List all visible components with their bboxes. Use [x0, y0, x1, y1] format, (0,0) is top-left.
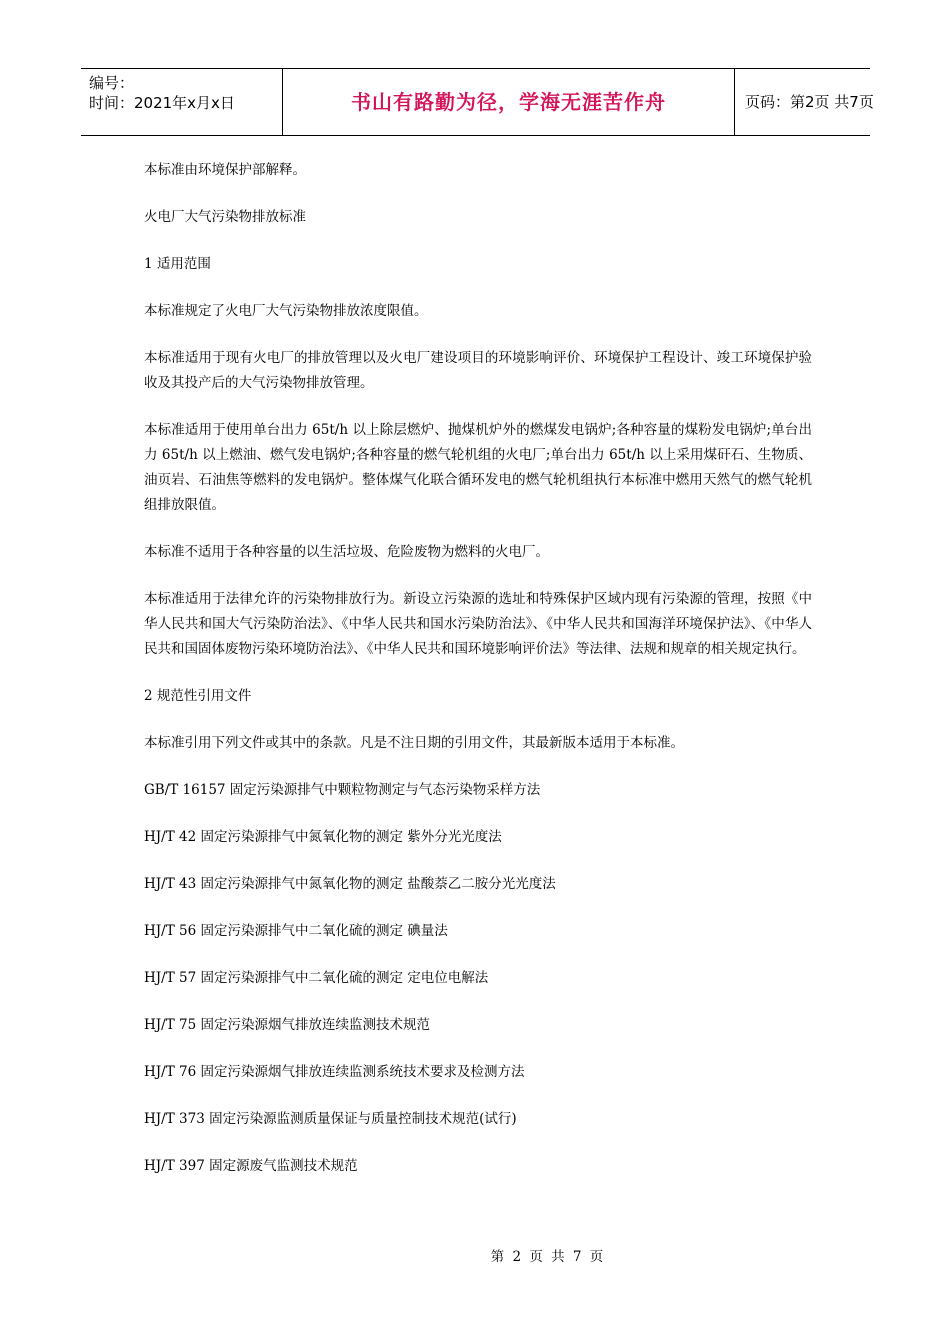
- page-footer: 第 2 页 共 7 页: [490, 1249, 606, 1265]
- page-header: [81, 68, 874, 136]
- paragraph: 本标准不适用于各种容量的以生活垃圾、危险废物为燃料的火电厂。: [144, 544, 549, 560]
- reference-item: HJ/T 42 固定污染源排气中氮氧化物的测定 紫外分光光度法: [144, 829, 502, 845]
- paragraph: 本标准引用下列文件或其中的条款。凡是不注日期的引用文件，其最新版本适用于本标准。: [144, 735, 684, 751]
- time-label: 时间：2021年x月x日: [89, 94, 235, 112]
- reference-item: HJ/T 75 固定污染源烟气排放连续监测技术规范: [144, 1017, 430, 1033]
- reference-item: HJ/T 373 固定污染源监测质量保证与质量控制技术规范(试行): [144, 1111, 517, 1127]
- serial-number-label: 编号：: [89, 74, 135, 92]
- reference-item: HJ/T 56 固定污染源排气中二氧化硫的测定 碘量法: [144, 923, 448, 939]
- section-heading: 1 适用范围: [144, 256, 211, 272]
- reference-item: HJ/T 43 固定污染源排气中氮氧化物的测定 盐酸萘乙二胺分光光度法: [144, 876, 556, 892]
- document-title: 火电厂大气污染物排放标准: [144, 209, 306, 225]
- header-motto: 书山有路勤为径，学海无涯苦作舟: [282, 69, 735, 135]
- header-meta: [81, 69, 282, 135]
- reference-item: GB/T 16157 固定污染源排气中颗粒物测定与气态污染物采样方法: [144, 782, 541, 798]
- section-heading: 2 规范性引用文件: [144, 688, 252, 704]
- reference-item: HJ/T 397 固定源废气监测技术规范: [144, 1158, 358, 1174]
- paragraph: 本标准规定了火电厂大气污染物排放浓度限值。: [144, 303, 428, 319]
- paragraph: 本标准由环境保护部解释。: [144, 162, 306, 178]
- paragraph: 本标准适用于现有火电厂的排放管理以及火电厂建设项目的环境影响评价、环境保护工程设计、竣工环境保护验收及其投产后的大气污染物排放管理。: [144, 350, 812, 391]
- document-body: [144, 158, 812, 1201]
- paragraph: 本标准适用于法律允许的污染物排放行为。新设立污染源的选址和特殊保护区域内现有污染源的管理，按照《中华人民共和国大气污染防治法》、《中华人民共和国水污染防治法》、《中华人民共和国海洋环境保护法》、《中华人民共和国固体废物污染环境防治法》、《中华人民共和国环境影响评价法》等法律、法规和规章的相关规定执行。: [144, 591, 812, 657]
- reference-item: HJ/T 76 固定污染源烟气排放连续监测系统技术要求及检测方法: [144, 1064, 525, 1080]
- header-page-info: 页码：第2页 共7页: [745, 93, 874, 111]
- reference-item: HJ/T 57 固定污染源排气中二氧化硫的测定 定电位电解法: [144, 970, 489, 986]
- paragraph: 本标准适用于使用单台出力 65t/h 以上除层燃炉、抛煤机炉外的燃煤发电锅炉;各种容量的煤粉发电锅炉;单台出力 65t/h 以上燃油、燃气发电锅炉;各种容量的燃气轮机组的火电厂;单台出力 65t/h 以上采用煤矸石、生物质、油页岩、石油焦等燃料的发电锅炉。整体煤气化联合循环发电的燃气轮机组执行本标准中燃用天然气的燃气轮机组排放限值。: [144, 422, 812, 513]
